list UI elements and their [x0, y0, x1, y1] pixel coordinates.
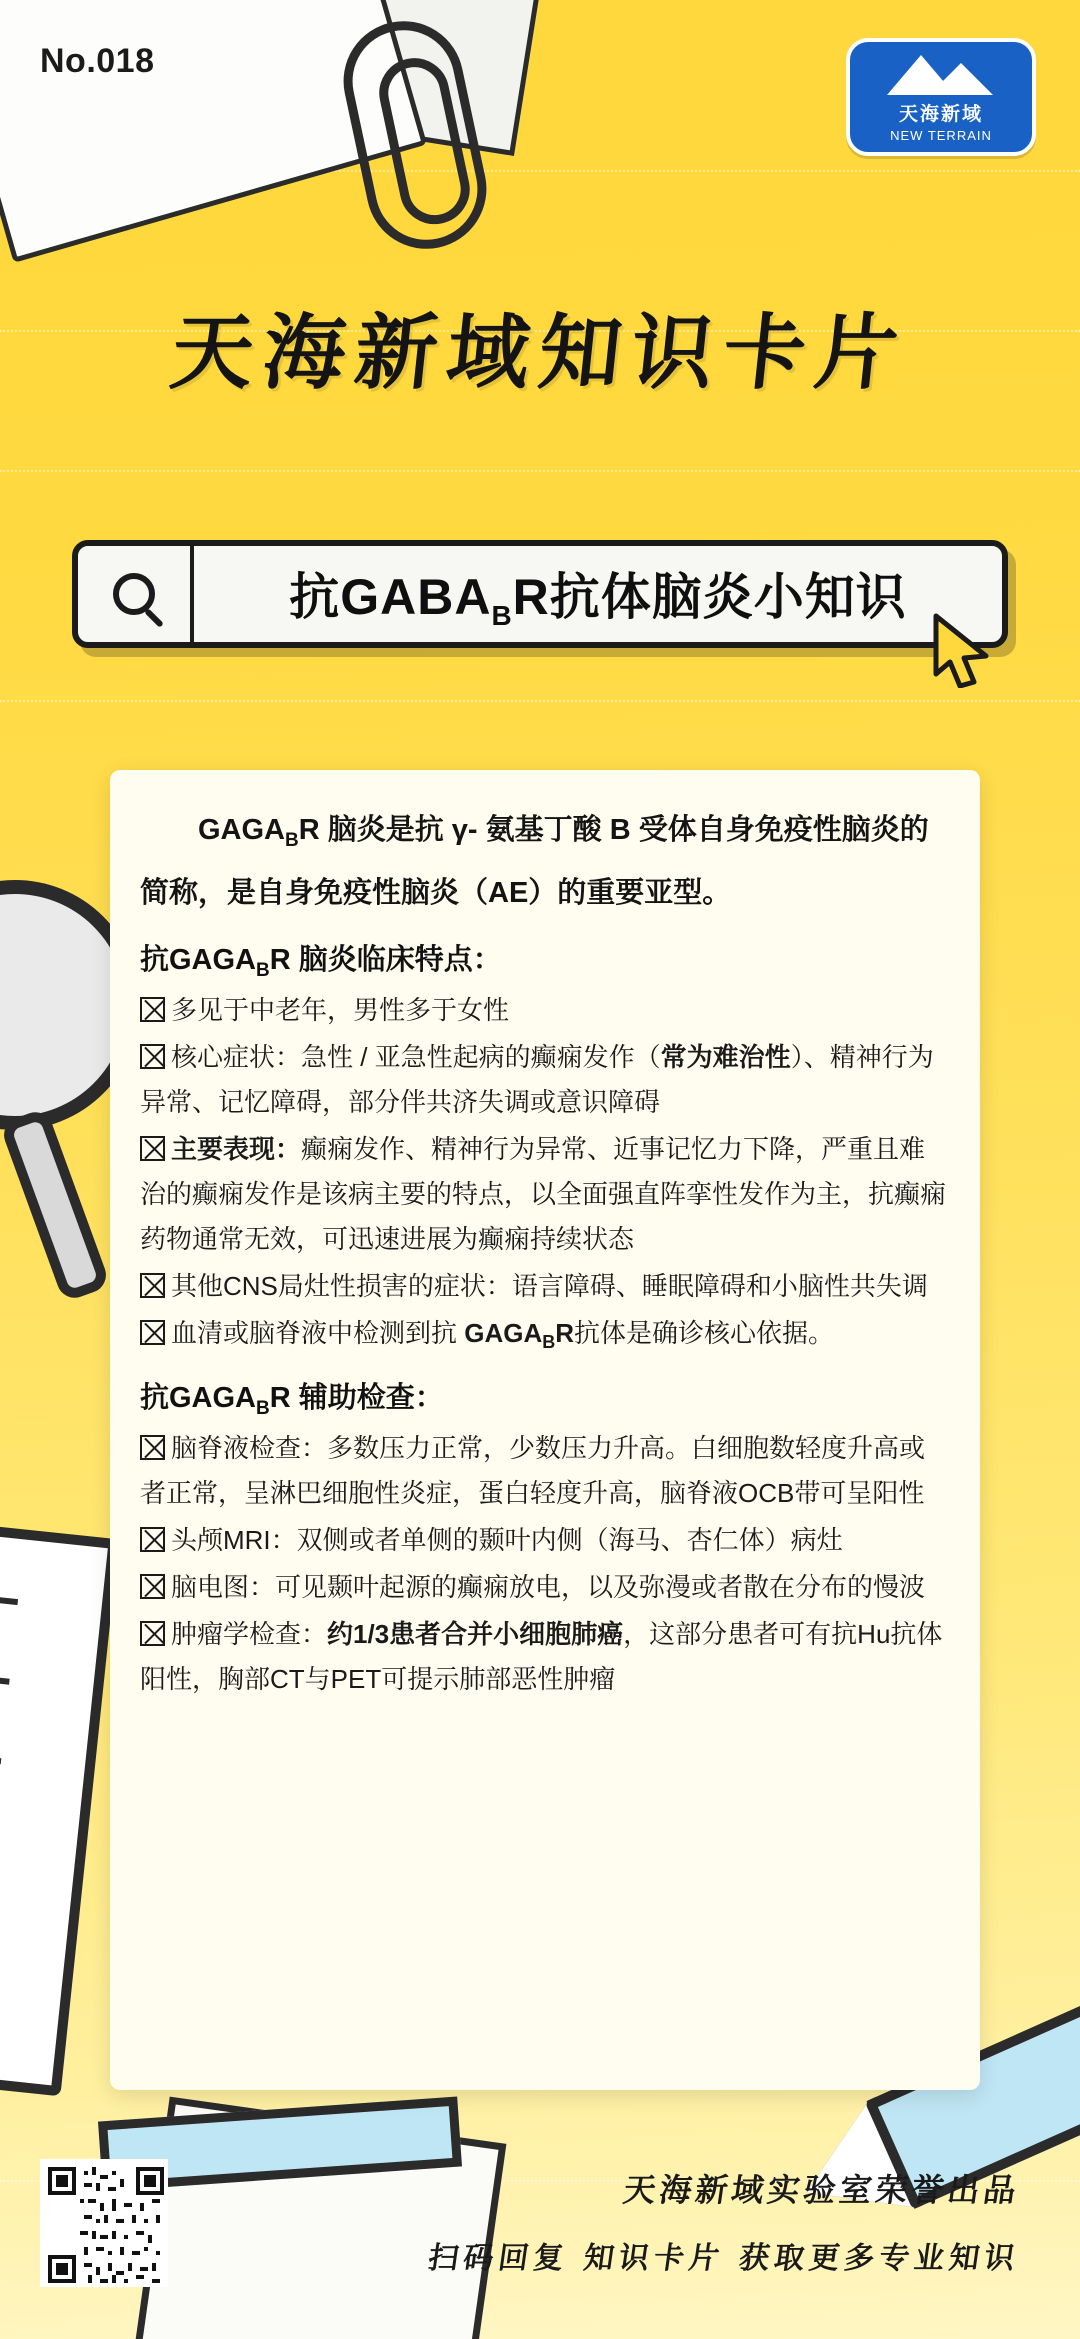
lead-prefix: GAGA	[198, 814, 285, 846]
section-1-heading-prefix: 抗GAGA	[140, 943, 257, 976]
lead-subscript: B	[285, 829, 299, 851]
ruler-decoration	[0, 1524, 119, 2097]
magnifier-handle-decoration	[0, 1107, 111, 1303]
page-title: 天海新域知识卡片	[166, 305, 913, 401]
list-item-text: 脑电图：可见颞叶起源的癫痫放电，以及弥漫或者散在分布的慢波	[171, 1571, 926, 1602]
subtitle-prefix: 抗GABA	[289, 568, 492, 625]
checkbox-icon	[140, 1527, 165, 1552]
texture-line	[0, 470, 1080, 472]
list-item	[140, 1518, 950, 1563]
checkbox-icon	[140, 1435, 165, 1460]
checkbox-icon	[140, 1574, 165, 1599]
list-item-emph-sub: B	[542, 1331, 556, 1352]
subtitle-banner	[72, 540, 1008, 648]
subtitle-suffix: R抗体脑炎小知识	[512, 568, 907, 625]
section-2-heading-prefix: 抗GAGA	[140, 1381, 257, 1414]
list-item-text: 多见于中老年，男性多于女性	[171, 994, 510, 1025]
checkbox-icon	[140, 1044, 165, 1069]
list-item-emphasis: 常为难治性	[660, 1041, 791, 1072]
list-item-emphasis: 主要表现：	[171, 1133, 302, 1164]
list-item-text-tail: 抗体是确诊核心依据。	[574, 1317, 835, 1348]
checkbox-icon	[140, 1320, 165, 1345]
list-item-emph-a: GAGA	[464, 1317, 543, 1348]
list-item	[140, 1127, 950, 1262]
list-item-emphasis	[464, 1317, 575, 1352]
mountain-icon	[881, 51, 1001, 95]
list-item-text-tail: ，这部分患者可有抗Hu抗体阳性，胸部CT与PET可提示肺部恶性肿瘤	[140, 1618, 943, 1694]
content-card	[110, 770, 980, 2090]
section-1-heading	[140, 937, 950, 982]
texture-line	[0, 700, 1080, 702]
list-item	[140, 1426, 950, 1516]
checkbox-icon	[140, 1273, 165, 1298]
list-item-emphasis: 约1/3患者合并小细胞肺癌	[327, 1618, 624, 1649]
subtitle-subscript: B	[491, 599, 513, 631]
section-2-heading	[140, 1375, 950, 1420]
checkbox-icon	[140, 1621, 165, 1646]
list-item-text: 核心症状：急性 / 亚急性起病的癫痫发作（	[171, 1041, 661, 1072]
brand-logo	[846, 38, 1036, 156]
list-item-emph-b: R	[555, 1317, 575, 1348]
qr-code[interactable]	[40, 2159, 168, 2287]
lead-suffix: R 脑炎是抗 γ- 氨基丁酸 B 受体自身免疫性脑炎的简称，是自身免疫性脑炎（AE）的重要亚型。	[140, 814, 929, 909]
list-item-text: 其他CNS局灶性损害的症状：语言障碍、睡眠障碍和小脑性共失调	[171, 1270, 928, 1301]
subtitle-text	[194, 557, 1002, 632]
checkbox-icon	[140, 997, 165, 1022]
checkbox-icon	[140, 1136, 165, 1161]
footer-line-1: 天海新域实验室荣誉出品	[621, 2171, 1023, 2209]
list-item-text: 癫痫发作、精神行为异常、近事记忆力下降，严重且难治的癫痫发作是该病主要的特点，以全面强直阵挛性发作为主，抗癫痫药物通常无效，可迅速进展为癫痫持续状态	[140, 1133, 947, 1254]
list-item	[140, 1264, 950, 1309]
logo-en-text: NEW TERRAIN	[890, 128, 992, 143]
list-item-text: 头颅MRI：双侧或者单侧的颞叶内侧（海马、杏仁体）病灶	[171, 1524, 843, 1555]
section-1-heading-suffix: R 脑炎临床特点：	[269, 943, 502, 976]
cursor-arrow-icon	[930, 612, 992, 688]
lead-paragraph	[140, 804, 950, 919]
list-item	[140, 1035, 950, 1125]
section-2-heading-sub: B	[256, 1397, 270, 1419]
list-item	[140, 988, 950, 1033]
magnifier-icon	[78, 546, 194, 642]
list-item-text: 肿瘤学检查：	[171, 1618, 328, 1649]
list-item-text: 血清或脑脊液中检测到抗	[171, 1317, 465, 1348]
section-2-heading-suffix: R 辅助检查：	[269, 1381, 444, 1414]
list-item-text-tail: ）、精神行为异常、记忆障碍，部分伴共济失调或意识障碍	[140, 1041, 934, 1117]
section-1-heading-sub: B	[256, 959, 270, 981]
list-item	[140, 1612, 950, 1702]
issue-number: No.018	[40, 42, 155, 80]
logo-cn-text: 天海新域	[898, 104, 983, 125]
footer-line-2: 扫码回复 知识卡片 获取更多专业知识	[426, 2241, 1022, 2276]
list-item-text: 脑脊液检查：多数压力正常，少数压力升高。白细胞数轻度升高或者正常，呈淋巴细胞性炎症，蛋白轻度升高，脑脊液OCB带可呈阳性	[140, 1432, 926, 1508]
list-item	[140, 1565, 950, 1610]
list-item	[140, 1311, 950, 1365]
